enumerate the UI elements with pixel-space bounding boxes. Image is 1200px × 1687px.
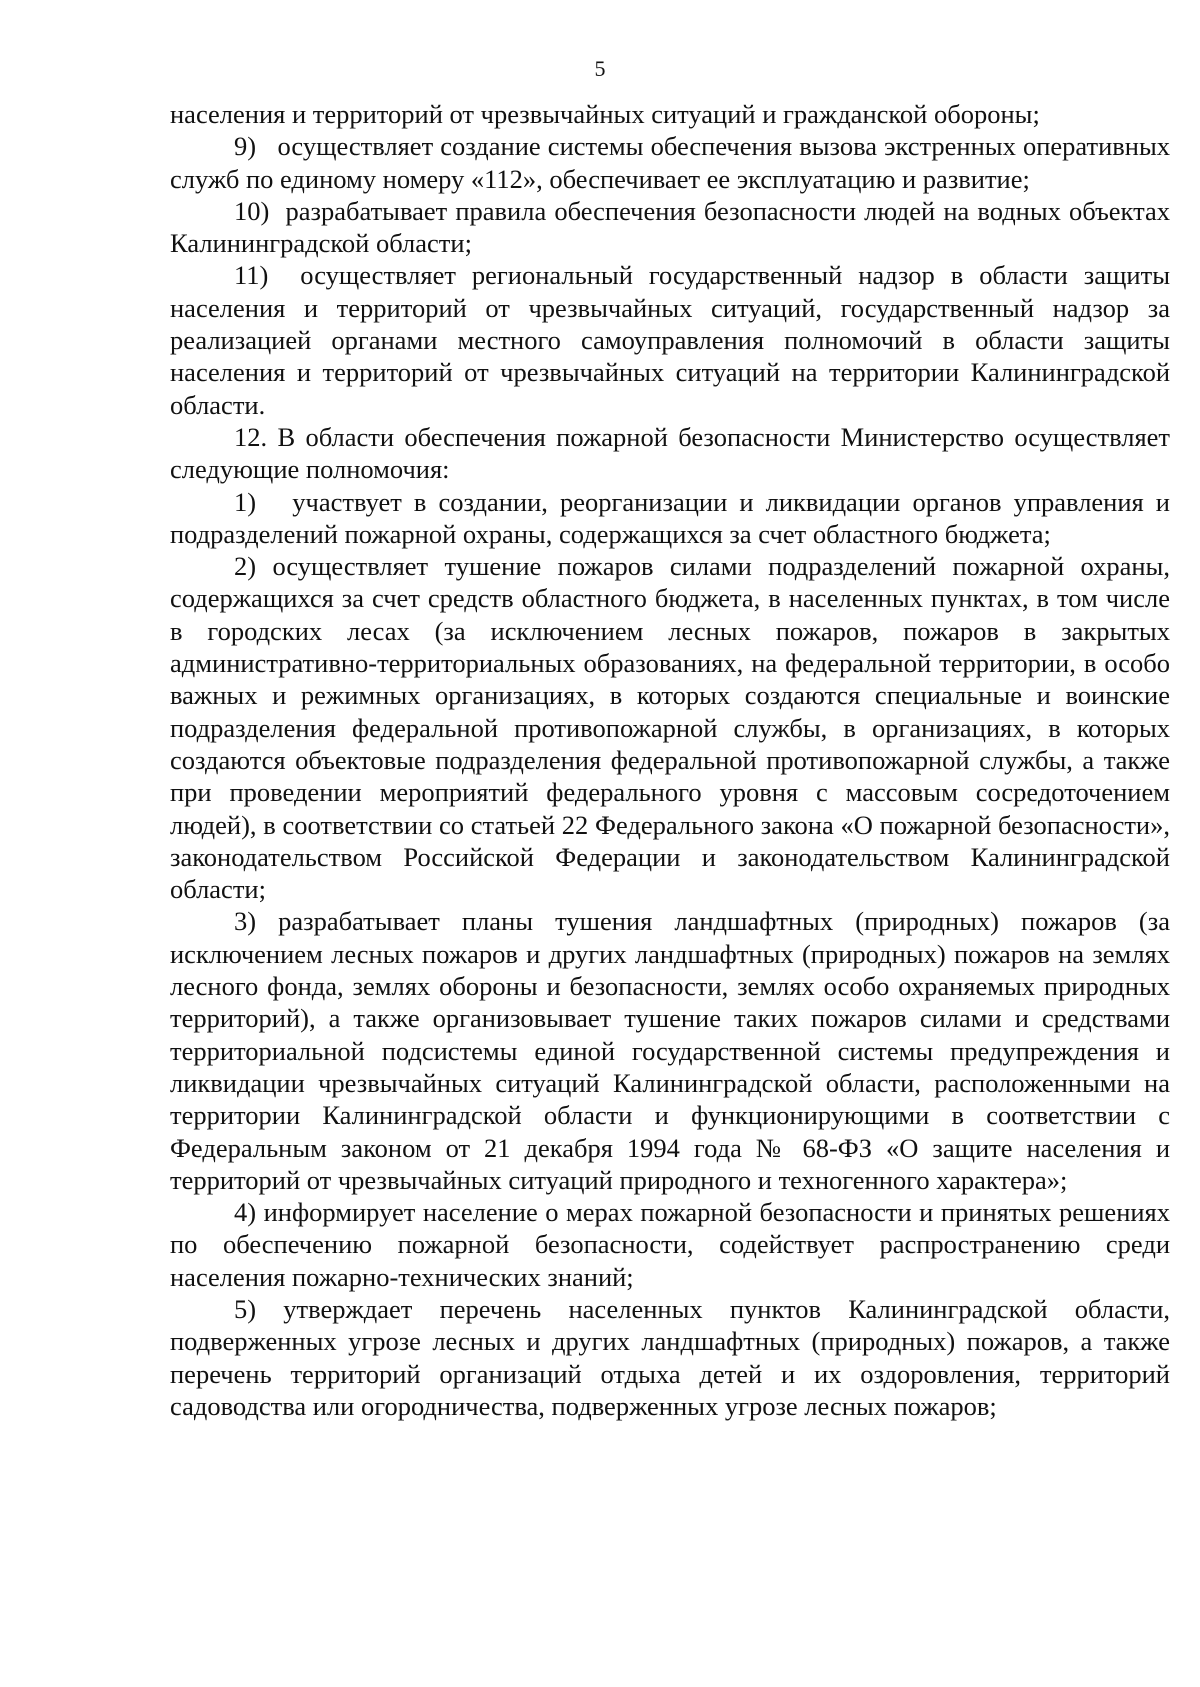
paragraph-subitem-4: 4) информирует население о мерах пожарной безопасности и принятых решениях по обеспечению пожарной безопасности, содействует распространению среди населения пожарно-технических знаний; (170, 1197, 1170, 1292)
paragraph-subitem-5: 5) утверждает перечень населенных пунктов Калининградской области, подверженных угрозе лесных и других ландшафтных (природных) пожаров, а также перечень территорий организаций отдыха детей и их оздоровления, территорий садоводства или огородничества, подверженных угрозе лесных пожаров; (170, 1293, 1170, 1421)
paragraph-continuation: населения и территорий от чрезвычайных ситуаций и гражданской обороны; (170, 99, 1040, 129)
paragraph-subitem-1: 1) участвует в создании, реорганизации и ликвидации органов управления и подразделений пожарной охраны, содержащихся за счет областного бюджета; (170, 486, 1170, 549)
paragraph-item-10: 10) разрабатывает правила обеспечения безопасности людей на водных объектах Калининградской области; (170, 195, 1170, 259)
page-number: 5 (594, 56, 606, 81)
paragraph-subitem-2: 2) осуществляет тушение пожаров силами подразделений пожарной охраны, содержащихся за счет средств областного бюджета, в населенных пунктах, в том числе в городских лесах (за исключением лесных пожаров, пожаров в закрытых административно-территориальных образованиях, на федеральной территории, в особо важных и режимных организациях, в которых создаются специальные и воинские подразделения федеральной противопожарной службы, в организациях, в которых создаются объектовые подразделения федеральной противопожарной службы, а также при проведении мероприятий федерального уровня с массовым сосредоточением людей), в соответствии со статьей 22 Федерального закона «О пожарной безопасности», законодательством Российской Федерации и законодательством Калининградской области; (170, 551, 1170, 905)
paragraph-subitem-3: 3) разрабатывает планы тушения ландшафтных (природных) пожаров (за исключением лесных пожаров и других ландшафтных (природных) пожаров на землях лесного фонда, землях обороны и безопасности, землях особо охраняемых природных территорий), а также организовывает тушение таких пожаров силами и средствами территориальной подсистемы единой государственной системы предупреждения и ликвидации чрезвычайных ситуаций Калининградской области, расположенными на территории Калининградской области и функционирующими в соответствии с Федеральным законом от 21 декабря 1994 года № 68-ФЗ «О защите населения и территорий от чрезвычайных ситуаций природного и техногенного характера»; (170, 906, 1170, 1195)
document-body (170, 98, 1170, 1422)
paragraph-item-11: 11) осуществляет региональный государственный надзор в области защиты населения и территорий от чрезвычайных ситуаций, государственный надзор за реализацией органами местного самоуправления полномочий в области защиты населения и территорий от чрезвычайных ситуаций на территории Калининградской области. (170, 260, 1170, 420)
paragraph-section-12: 12. В области обеспечения пожарной безопасности Министерство осуществляет следующие полномочия: (170, 421, 1170, 485)
paragraph-item-9: 9) осуществляет создание системы обеспечения вызова экстренных оперативных служб по единому номеру «112», обеспечивает ее эксплуатацию и развитие; (170, 131, 1170, 194)
